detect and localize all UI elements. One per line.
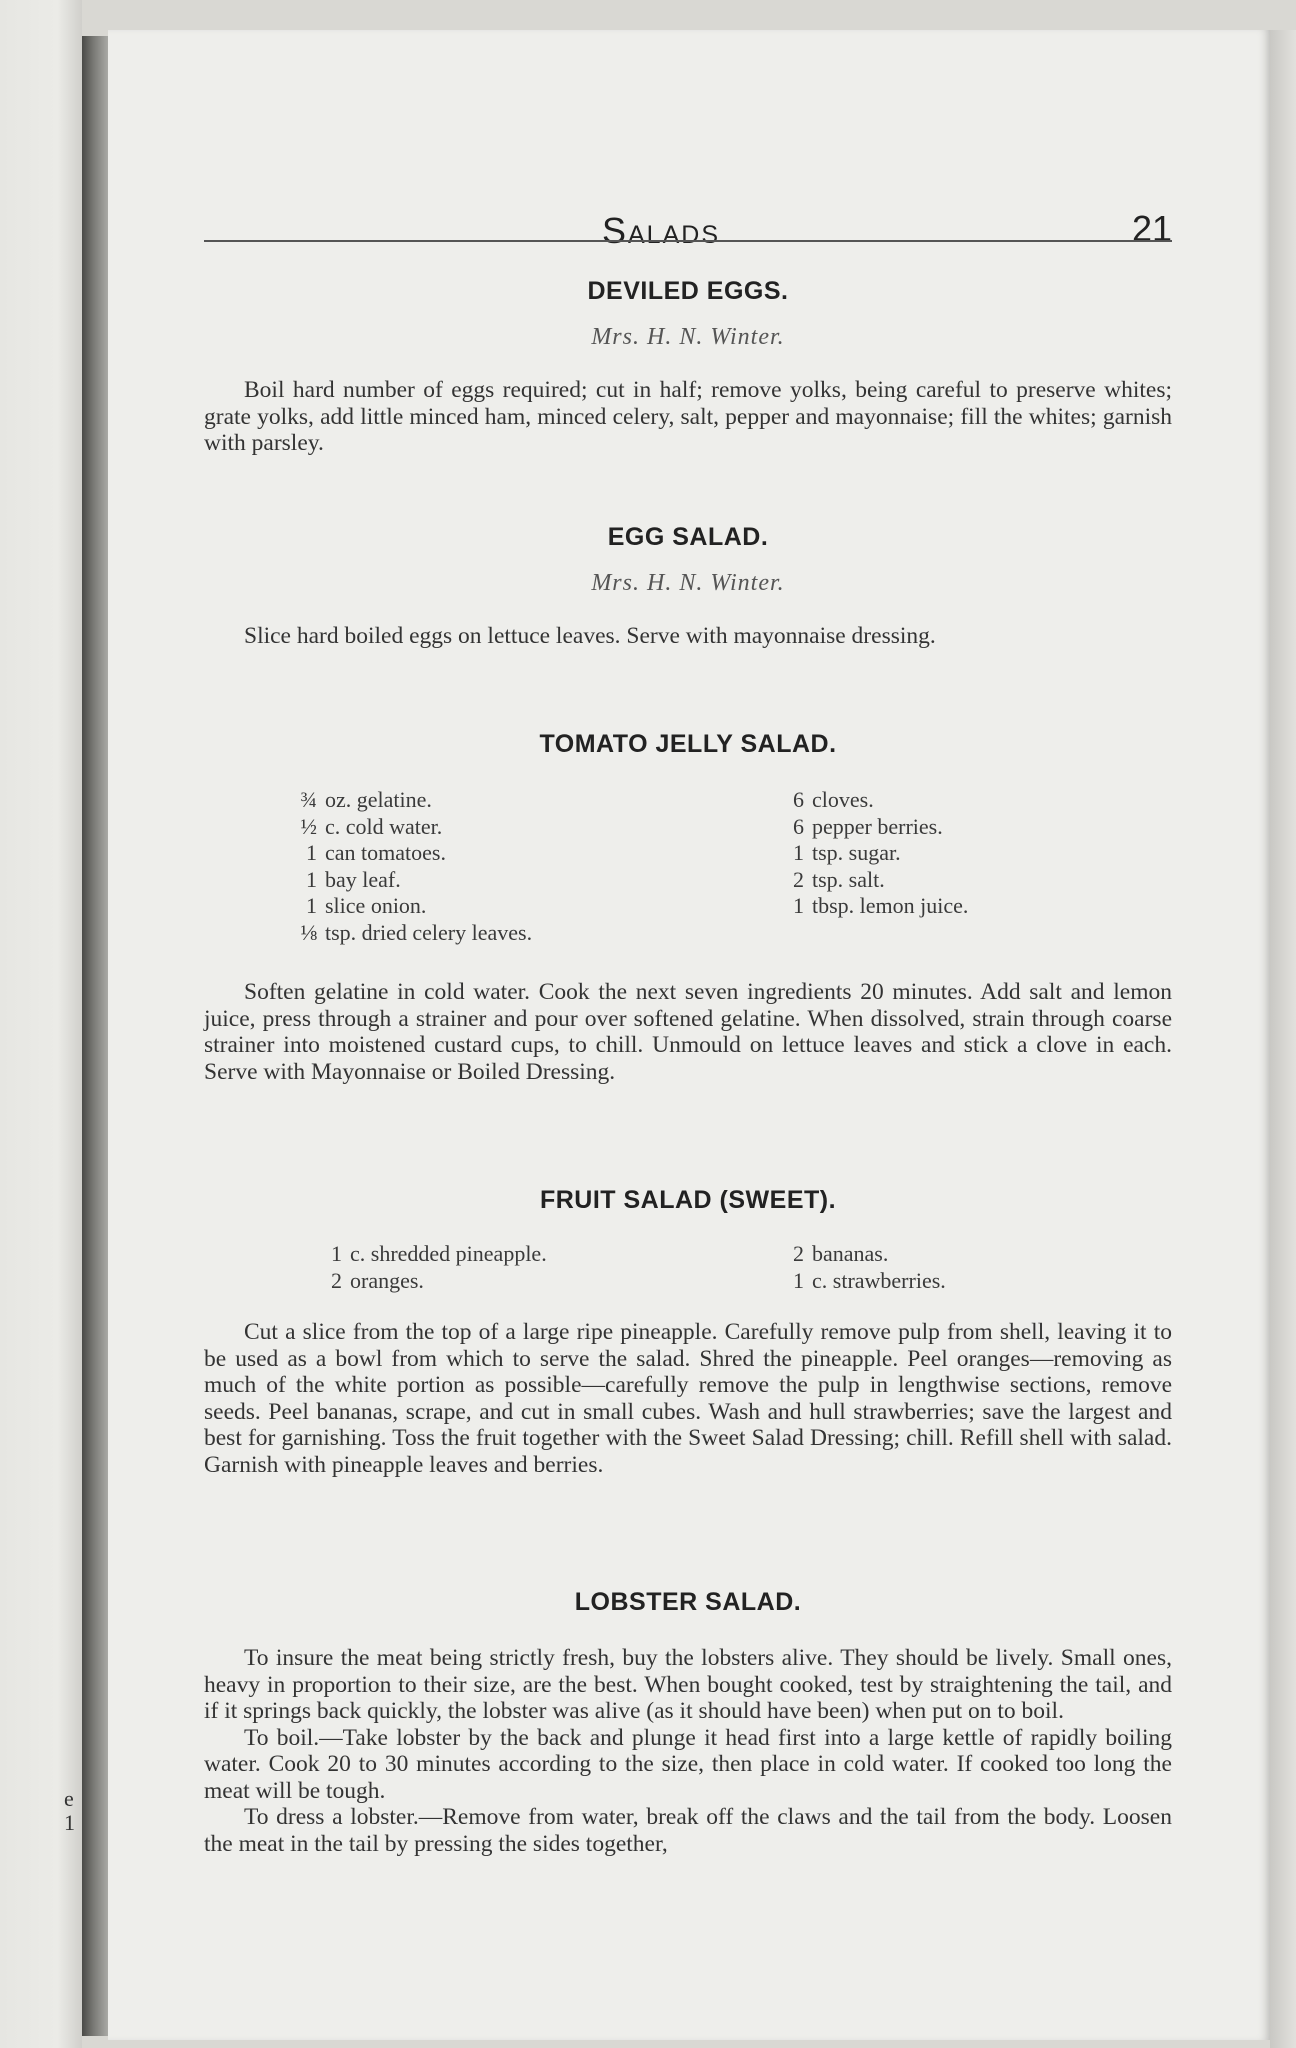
- recipe-instructions: Boil hard number of eggs required; cut in half; remove yolks, being careful to preserve whites; grate yolks, add little minced ham, minced celery, salt, pepper and mayonnaise; fill the whites; garnish with parsley.: [204, 377, 1172, 456]
- book-gutter: [82, 36, 108, 2036]
- ingredient-item: 2 tsp. salt.: [793, 866, 885, 892]
- previous-page-fragment: 1: [64, 1810, 75, 1835]
- page-number: 21: [1131, 208, 1172, 249]
- recipe-instructions: To insure the meat being strictly fresh, buy the lobsters alive. They should be lively. Small ones, heavy in proportion to their size, are the best. When bought cooked, test by straightening the tail, and if it springs back quickly, the lobster was alive (as it should have been) when put on to boil.: [204, 1645, 1172, 1724]
- recipe-author: Mrs. H. N. Winter.: [591, 324, 785, 350]
- recipe-instructions: To boil.—Take lobster by the back and plunge it head first into a large kettle of rapidly boiling water. Cook 20 to 30 minutes according to the size, then place in cold water. If cooked too long the meat will be tough.: [204, 1724, 1172, 1804]
- header-rule: [204, 240, 1172, 242]
- ingredient-column-left: [297, 787, 532, 946]
- recipe-heading: TOMATO JELLY SALAD.: [539, 730, 837, 758]
- ingredient-list: [204, 787, 1172, 957]
- ingredient-item: 2 bananas.: [793, 1241, 889, 1266]
- book-page: [108, 30, 1270, 2040]
- ingredient-column-left: [322, 1241, 547, 1294]
- recipe-instructions: To dress a lobster.—Remove from water, break off the claws and the tail from the body. Loosen the meat in the tail by pressing the sides together,: [204, 1804, 1172, 1857]
- ingredient-item: 6 cloves.: [793, 787, 874, 812]
- ingredient-item: 1 tsp. sugar.: [793, 840, 901, 865]
- recipe-fruit-salad: [204, 1186, 1172, 1478]
- page-edge: [1270, 30, 1296, 2048]
- running-head: [204, 188, 1172, 258]
- recipe-author: Mrs. H. N. Winter.: [591, 570, 785, 596]
- ingredient-item: 6 pepper berries.: [793, 813, 943, 839]
- ingredient-column-right: [784, 1241, 946, 1294]
- recipe-deviled-eggs: [204, 277, 1172, 457]
- recipe-egg-salad: [204, 523, 1172, 650]
- ingredient-item: ¾ oz. gelatine.: [300, 787, 432, 812]
- recipe-heading: FRUIT SALAD (SWEET).: [539, 1186, 837, 1214]
- ingredient-item: 1 bay leaf.: [306, 866, 401, 892]
- recipe-instructions: Soften gelatine in cold water. Cook the next seven ingredients 20 minutes. Add salt and lemon juice, press through a strainer and pour over softened gelatine. When dissolved, strain through coarse strainer into moistened custard cups, to chill. Unmould on lettuce leaves and stick a clove in each. Serve with Mayonnaise or Boiled Dressing.: [204, 979, 1172, 1085]
- running-title: Salads: [602, 210, 720, 251]
- ingredient-item: ½ c. cold water.: [300, 813, 443, 839]
- ingredient-item: 1 c. strawberries.: [793, 1267, 946, 1293]
- ingredient-item: 1 c. shredded pineapple.: [331, 1241, 547, 1266]
- recipe-instructions: Slice hard boiled eggs on lettuce leaves. Serve with mayonnaise dressing.: [244, 623, 936, 649]
- ingredient-item: 1 slice onion.: [306, 893, 427, 918]
- ingredient-item: 1 can tomatoes.: [306, 840, 446, 865]
- recipe-heading: EGG SALAD.: [607, 523, 769, 551]
- recipe-tomato-jelly-salad: [204, 730, 1172, 1085]
- previous-page-edge: [0, 0, 82, 2048]
- ingredient-list: [204, 1241, 1172, 1297]
- ingredient-item: 2 oranges.: [331, 1267, 424, 1293]
- ingredient-item: ⅛ tsp. dried celery leaves.: [300, 919, 533, 945]
- recipe-instructions: Cut a slice from the top of a large ripe pineapple. Carefully remove pulp from shell, leaving it to be used as a bowl from which to serve the salad. Shred the pineapple. Peel oranges—removing as much of the white portion as possible—carefully remove the pulp in lengthwise sections, remove seeds. Peel bananas, scrape, and cut in small cubes. Wash and hull strawberries; save the largest and best for garnishing. Toss the fruit together with the Sweet Salad Dressing; chill. Refill shell with salad. Garnish with pineapple leaves and berries.: [204, 1319, 1172, 1478]
- ingredient-column-right: [784, 787, 968, 920]
- recipe-lobster-salad: [204, 1588, 1172, 1857]
- recipe-heading: LOBSTER SALAD.: [574, 1588, 802, 1616]
- ingredient-item: 1 tbsp. lemon juice.: [793, 893, 969, 918]
- recipe-heading: DEVILED EGGS.: [587, 277, 789, 305]
- previous-page-fragment: e: [64, 1786, 74, 1811]
